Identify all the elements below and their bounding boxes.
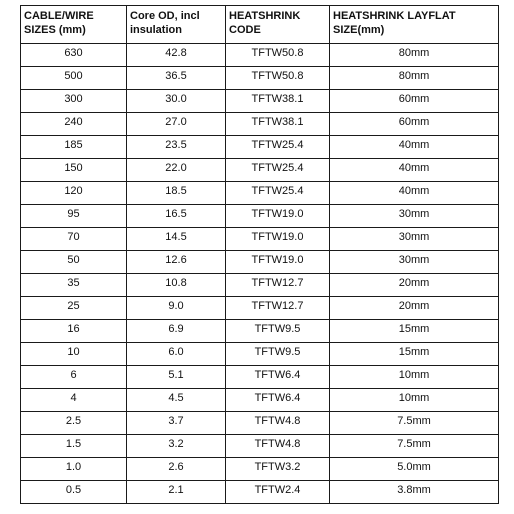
cell-layflat-size: 30mm bbox=[330, 228, 499, 251]
table-row bbox=[21, 366, 499, 389]
cell-heatshrink-code: TFTW6.4 bbox=[226, 366, 330, 389]
cell-core-od: 4.5 bbox=[127, 389, 226, 412]
cell-heatshrink-code: TFTW12.7 bbox=[226, 274, 330, 297]
cell-cable-size: 25 bbox=[21, 297, 127, 320]
cell-core-od: 12.6 bbox=[127, 251, 226, 274]
cell-layflat-size: 80mm bbox=[330, 44, 499, 67]
cell-layflat-size: 20mm bbox=[330, 274, 499, 297]
cell-layflat-size: 60mm bbox=[330, 113, 499, 136]
cell-layflat-size: 20mm bbox=[330, 297, 499, 320]
cell-heatshrink-code: TFTW4.8 bbox=[226, 412, 330, 435]
cell-layflat-size: 10mm bbox=[330, 366, 499, 389]
cell-heatshrink-code: TFTW50.8 bbox=[226, 44, 330, 67]
cell-core-od: 6.9 bbox=[127, 320, 226, 343]
table-row bbox=[21, 228, 499, 251]
cell-core-od: 18.5 bbox=[127, 182, 226, 205]
cell-cable-size: 2.5 bbox=[21, 412, 127, 435]
cell-core-od: 3.2 bbox=[127, 435, 226, 458]
cell-layflat-size: 15mm bbox=[330, 343, 499, 366]
cell-heatshrink-code: TFTW38.1 bbox=[226, 113, 330, 136]
cell-layflat-size: 60mm bbox=[330, 90, 499, 113]
cell-core-od: 5.1 bbox=[127, 366, 226, 389]
cell-heatshrink-code: TFTW50.8 bbox=[226, 67, 330, 90]
cell-core-od: 36.5 bbox=[127, 67, 226, 90]
cell-layflat-size: 7.5mm bbox=[330, 435, 499, 458]
cell-heatshrink-code: TFTW25.4 bbox=[226, 159, 330, 182]
cell-cable-size: 16 bbox=[21, 320, 127, 343]
cell-cable-size: 150 bbox=[21, 159, 127, 182]
table-body bbox=[21, 44, 499, 504]
cell-cable-size: 4 bbox=[21, 389, 127, 412]
cell-cable-size: 185 bbox=[21, 136, 127, 159]
header-layflat-size bbox=[330, 6, 499, 44]
cell-core-od: 16.5 bbox=[127, 205, 226, 228]
cell-heatshrink-code: TFTW3.2 bbox=[226, 458, 330, 481]
table-row bbox=[21, 159, 499, 182]
table-row bbox=[21, 343, 499, 366]
table-row bbox=[21, 113, 499, 136]
header-cable-size-line-2: SIZES (mm) bbox=[24, 24, 86, 36]
cell-cable-size: 240 bbox=[21, 113, 127, 136]
cell-cable-size: 50 bbox=[21, 251, 127, 274]
table-row bbox=[21, 297, 499, 320]
cell-heatshrink-code: TFTW19.0 bbox=[226, 251, 330, 274]
header-core-od-line-1: Core OD, incl bbox=[130, 10, 200, 22]
table-row bbox=[21, 412, 499, 435]
cell-core-od: 2.6 bbox=[127, 458, 226, 481]
cell-cable-size: 0.5 bbox=[21, 481, 127, 504]
cell-heatshrink-code: TFTW2.4 bbox=[226, 481, 330, 504]
heatshrink-table-sheet bbox=[20, 5, 498, 504]
cell-cable-size: 95 bbox=[21, 205, 127, 228]
cell-layflat-size: 40mm bbox=[330, 136, 499, 159]
table-row bbox=[21, 251, 499, 274]
table-row bbox=[21, 90, 499, 113]
table-row bbox=[21, 320, 499, 343]
table-row bbox=[21, 67, 499, 90]
header-core-od bbox=[127, 6, 226, 44]
table-row bbox=[21, 389, 499, 412]
table-row bbox=[21, 435, 499, 458]
cell-heatshrink-code: TFTW9.5 bbox=[226, 320, 330, 343]
cell-layflat-size: 30mm bbox=[330, 251, 499, 274]
table-row bbox=[21, 205, 499, 228]
header-heatshrink-code-line-1: HEATSHRINK CODE bbox=[229, 10, 301, 36]
cell-core-od: 22.0 bbox=[127, 159, 226, 182]
cell-heatshrink-code: TFTW12.7 bbox=[226, 297, 330, 320]
cell-core-od: 6.0 bbox=[127, 343, 226, 366]
table-row bbox=[21, 44, 499, 67]
cell-core-od: 23.5 bbox=[127, 136, 226, 159]
cell-cable-size: 1.0 bbox=[21, 458, 127, 481]
cell-heatshrink-code: TFTW38.1 bbox=[226, 90, 330, 113]
cell-core-od: 10.8 bbox=[127, 274, 226, 297]
header-heatshrink-code bbox=[226, 6, 330, 44]
cell-heatshrink-code: TFTW25.4 bbox=[226, 182, 330, 205]
cell-heatshrink-code: TFTW9.5 bbox=[226, 343, 330, 366]
cell-core-od: 2.1 bbox=[127, 481, 226, 504]
cell-layflat-size: 10mm bbox=[330, 389, 499, 412]
heatshrink-table bbox=[20, 5, 499, 504]
cell-core-od: 27.0 bbox=[127, 113, 226, 136]
cell-cable-size: 1.5 bbox=[21, 435, 127, 458]
header-cable-size bbox=[21, 6, 127, 44]
cell-core-od: 3.7 bbox=[127, 412, 226, 435]
cell-heatshrink-code: TFTW19.0 bbox=[226, 205, 330, 228]
cell-heatshrink-code: TFTW6.4 bbox=[226, 389, 330, 412]
cell-layflat-size: 80mm bbox=[330, 67, 499, 90]
cell-core-od: 14.5 bbox=[127, 228, 226, 251]
cell-cable-size: 35 bbox=[21, 274, 127, 297]
cell-cable-size: 500 bbox=[21, 67, 127, 90]
table-header bbox=[21, 6, 499, 44]
cell-cable-size: 10 bbox=[21, 343, 127, 366]
cell-core-od: 9.0 bbox=[127, 297, 226, 320]
table-row bbox=[21, 481, 499, 504]
cell-cable-size: 6 bbox=[21, 366, 127, 389]
cell-layflat-size: 5.0mm bbox=[330, 458, 499, 481]
header-core-od-line-2: insulation bbox=[130, 24, 182, 36]
cell-cable-size: 300 bbox=[21, 90, 127, 113]
header-cable-size-line-1: CABLE/WIRE bbox=[24, 10, 94, 22]
header-layflat-size-line-1: HEATSHRINK LAYFLAT SIZE(mm) bbox=[333, 10, 456, 36]
cell-core-od: 42.8 bbox=[127, 44, 226, 67]
cell-layflat-size: 3.8mm bbox=[330, 481, 499, 504]
cell-cable-size: 630 bbox=[21, 44, 127, 67]
table-row bbox=[21, 182, 499, 205]
cell-layflat-size: 40mm bbox=[330, 159, 499, 182]
cell-layflat-size: 30mm bbox=[330, 205, 499, 228]
header-row bbox=[21, 6, 499, 44]
cell-cable-size: 70 bbox=[21, 228, 127, 251]
table-row bbox=[21, 274, 499, 297]
cell-layflat-size: 15mm bbox=[330, 320, 499, 343]
cell-heatshrink-code: TFTW4.8 bbox=[226, 435, 330, 458]
cell-heatshrink-code: TFTW19.0 bbox=[226, 228, 330, 251]
table-row bbox=[21, 136, 499, 159]
cell-layflat-size: 40mm bbox=[330, 182, 499, 205]
cell-core-od: 30.0 bbox=[127, 90, 226, 113]
cell-layflat-size: 7.5mm bbox=[330, 412, 499, 435]
cell-heatshrink-code: TFTW25.4 bbox=[226, 136, 330, 159]
cell-cable-size: 120 bbox=[21, 182, 127, 205]
table-row bbox=[21, 458, 499, 481]
